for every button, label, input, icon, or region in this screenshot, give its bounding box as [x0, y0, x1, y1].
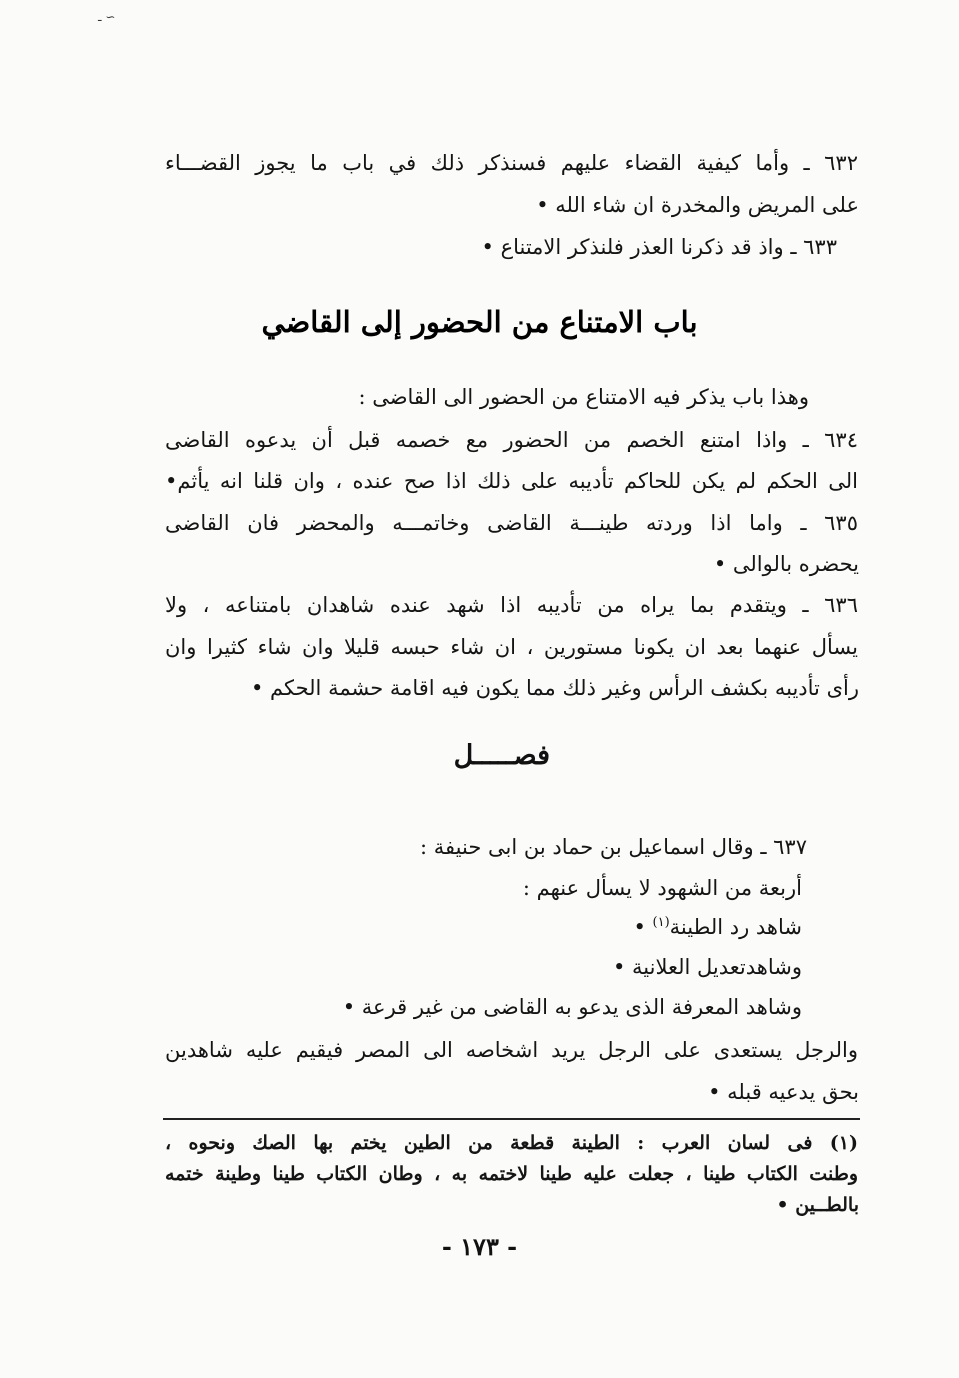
- footnote-ref-marker: (١): [652, 915, 670, 930]
- paragraph-633: ٦٣٣ ـ واذ قد ذكرنا العذر فلنذكر الامتناع •: [481, 235, 837, 259]
- paragraph-637: ٦٣٧ ـ وقال اسماعيل بن حماد بن ابى حنيفة :: [420, 835, 807, 859]
- section-heading-fasl: فصـــــل: [453, 740, 550, 771]
- section-line-5: وشاهد المعرفة الذى يدعو به القاضى من غير قرعة •: [342, 995, 802, 1019]
- section-line-4: وشاهدتعديل العلانية •: [612, 955, 802, 979]
- footnote-line-3: بالطــين •: [776, 1194, 859, 1216]
- paragraph-636-line-3: رأى تأديبه بكشف الرأس وغير ذلك مما يكون فيه اقامة حشمة الحكم •: [250, 676, 859, 700]
- page-number: - ١٧٣ -: [441, 1232, 518, 1261]
- paragraph-632-line-2: على المريض والمخدرة ان شاء الله •: [536, 193, 859, 217]
- section-line-6: والرجل يستعدى على الرجل يريد اشخاصه الى المصر فيقيم عليه شاهدين: [165, 1038, 858, 1062]
- section-line-3-text: شاهد رد الطينة: [669, 915, 802, 939]
- paragraph-635-line-2: يحضره بالوالى •: [713, 552, 859, 576]
- footnote-line-2: وطنت الكتاب طينا ، جعلت عليه طينا لاختمه به ، وطان الكتاب طينا وطينة ختمه: [165, 1163, 858, 1185]
- footnote-line-1: (١) فى لسان العرب : الطينة قطعة من الطين يختم بها الصك ونحوه ،: [165, 1132, 858, 1154]
- paragraph-632-line-1: ٦٣٢ ـ وأما كيفية القضاء عليهم فسنذكر ذلك في باب ما يجوز القضـــاء: [165, 151, 858, 175]
- paragraph-635-line-1: ٦٣٥ ـ واما اذا وردته طينـــة القاضى وخاتمـــه والمحضر فان القاضى: [165, 511, 858, 535]
- section-line-2: أربعة من الشهود لا يسأل عنهم :: [522, 876, 802, 900]
- body-intro: وهذا باب يذكر فيه الامتناع من الحضور الى القاضى :: [358, 385, 809, 409]
- paragraph-634-line-2: الى الحكم لم يكن للحاكم تأديبه على ذلك اذا صح عنده ، وان قلنا انه يأثم•: [165, 469, 858, 493]
- section-line-7: بحق يدعيه قبله •: [708, 1080, 859, 1104]
- paragraph-636-line-1: ٦٣٦ ـ ويتقدم بما يراه من تأديبه اذا شهد عنده شاهدان بامتناعه ، ولا: [165, 593, 858, 617]
- paragraph-634-line-1: ٦٣٤ ـ واذا امتنع الخصم من الحضور مع خصمه قبل أن يدعوه القاضى: [165, 428, 858, 452]
- corner-mark: ـ ∽: [98, 10, 116, 24]
- section-line-3: [633, 912, 802, 942]
- chapter-heading: باب الامتناع من الحضور إلى القاضي: [261, 305, 698, 339]
- paragraph-636-line-2: يسأل عنهما بعد ان يكونا مستورين ، ان شاء حبسه قليلا وان شاء كثيرا وان: [165, 635, 858, 659]
- footnote-divider: [163, 1118, 860, 1120]
- section-line-3-tail: •: [633, 915, 646, 939]
